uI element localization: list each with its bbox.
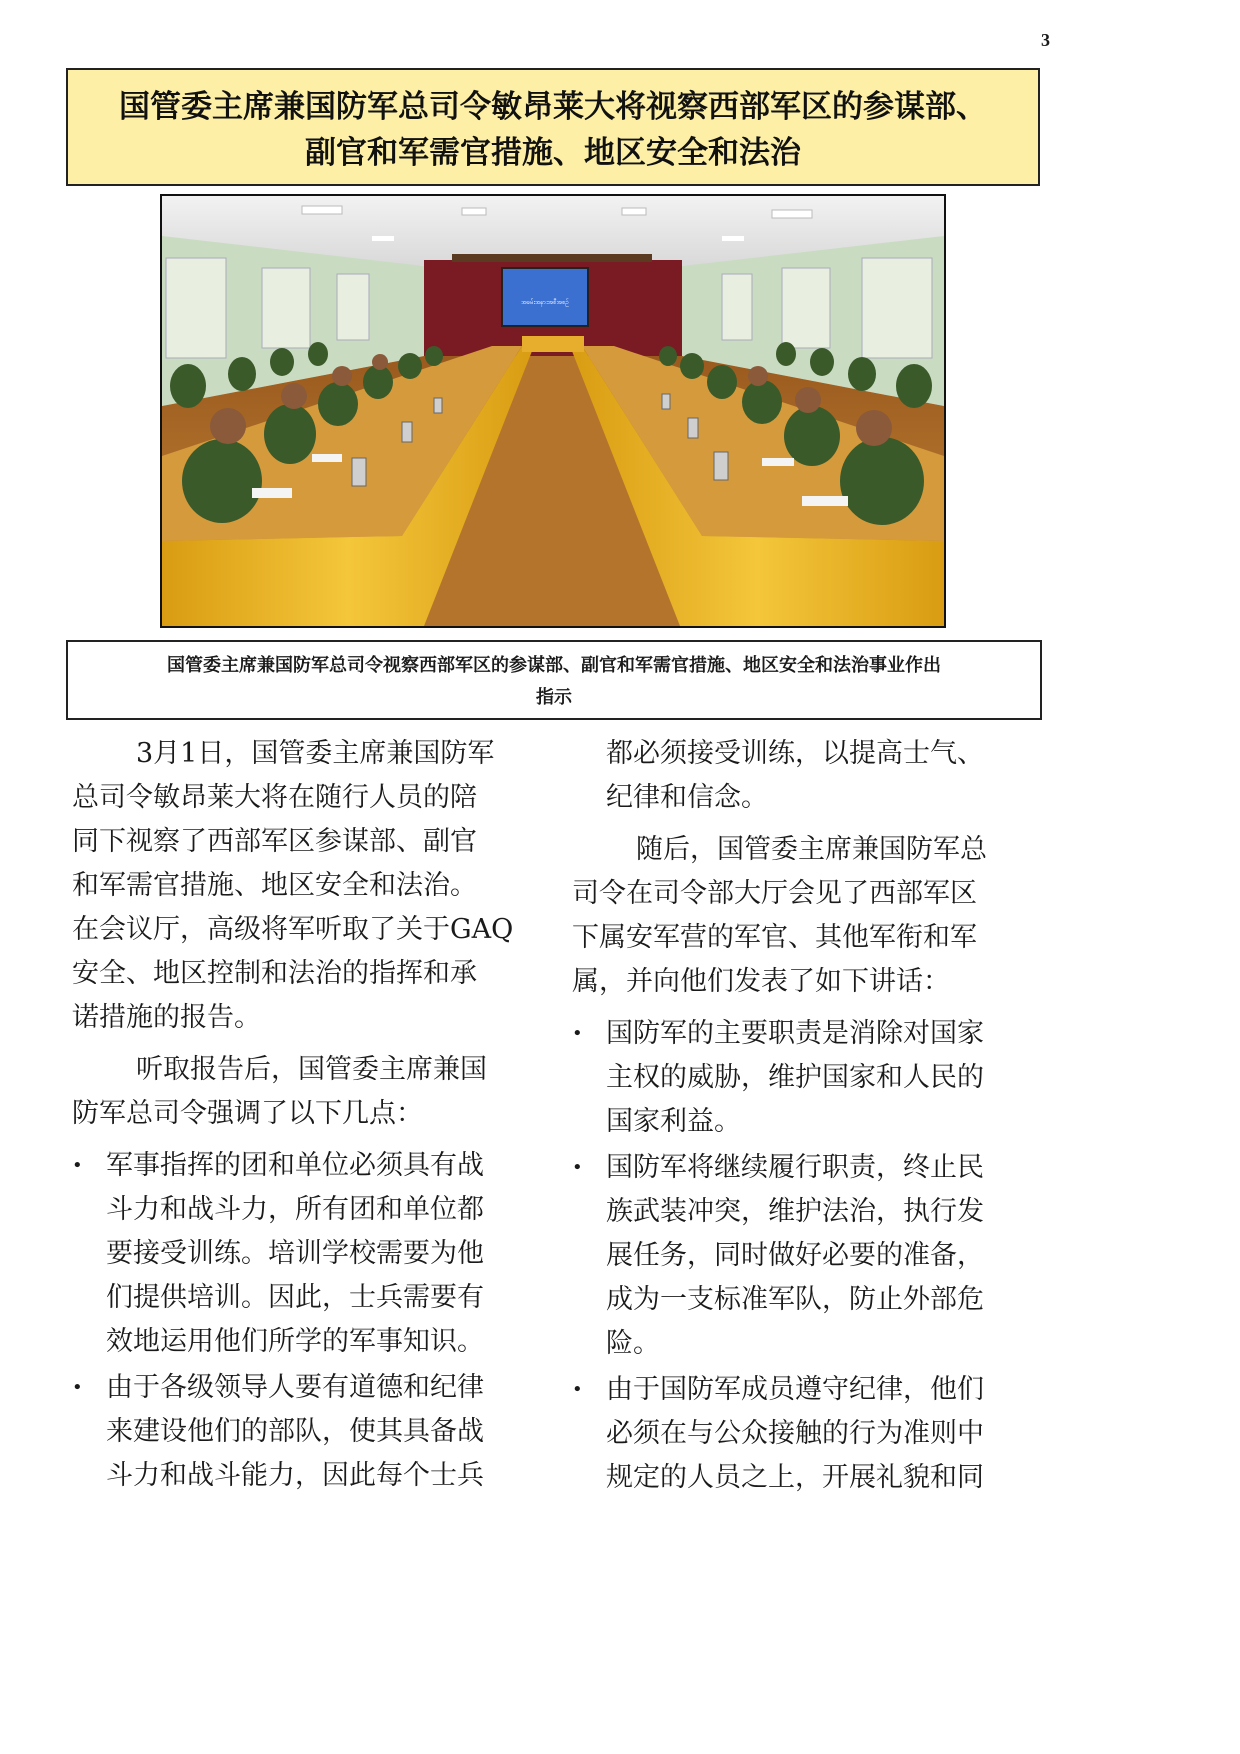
text-line: 司令在司令部大厅会见了西部军区 [572,878,977,909]
text-line: 诺措施的报告。 [72,1002,261,1033]
text-line: 国家利益。 [606,1106,741,1137]
bullet-item [572,1012,1042,1144]
caption-line-1: 国管委主席兼国防军总司令视察西部军区的参谋部、副官和军需官措施、地区安全和法治事业作出 [167,655,941,676]
text-line: 必须在与公众接触的行为准则中 [606,1418,984,1449]
text-line: 国防军将继续履行职责，终止民 [606,1152,984,1183]
meeting-photo [160,194,946,628]
right-column [572,732,1042,1502]
text-line: 要接受训练。培训学校需要为他 [106,1238,484,1269]
text-line: 纪律和信念。 [606,782,768,813]
bullet-item [572,1368,1042,1500]
text-line: 总司令敏昂莱大将在随行人员的陪 [72,782,477,813]
left-column [72,732,542,1500]
headline-box [66,68,1040,186]
text-line: 险。 [606,1328,660,1359]
text-line: 在会议厅，高级将军听取了关于GAQ [72,914,514,945]
text-line: 斗力和战斗力，所有团和单位都 [106,1194,484,1225]
paragraph-meeting [572,828,1042,1004]
screen-text: အခမ်းအနားအစီအစဉ် [521,299,569,306]
headline-line-2: 副官和军需官措施、地区安全和法治 [305,135,801,171]
bullet-icon: • [572,1379,583,1400]
text-line: 同下视察了西部军区参谋部、副官 [72,826,477,857]
text-line: 国防军的主要职责是消除对国家 [606,1018,984,1049]
text-line: 安全、地区控制和法治的指挥和承 [72,958,477,989]
text-line: 斗力和战斗能力，因此每个士兵 [106,1460,484,1491]
bullet-item [72,1366,542,1498]
text-line: 主权的威胁，维护国家和人民的 [606,1062,984,1093]
photo-caption [66,640,1042,720]
bullet-item [72,1144,542,1364]
text-line: 3月1日，国管委主席兼国防军 [136,738,495,769]
text-line: 们提供培训。因此，士兵需要有 [106,1282,484,1313]
bullet-icon: • [572,1157,583,1178]
text-line: 规定的人员之上，开展礼貌和同 [606,1462,984,1493]
bullet-continuation [572,732,1042,820]
headline-line-1: 国管委主席兼国防军总司令敏昂莱大将视察西部军区的参谋部、 [119,89,987,125]
page-number: 3 [1041,30,1050,50]
bullet-icon: • [572,1023,583,1044]
bullet-icon: • [72,1155,83,1176]
text-line: 下属安军营的军官、其他军衔和军 [572,922,977,953]
text-line: 防军总司令强调了以下几点： [72,1098,423,1129]
text-line: 军事指挥的团和单位必须具有战 [106,1150,484,1181]
text-line: 都必须接受训练，以提高士气、 [606,738,984,769]
paragraph-intro [72,732,542,1040]
text-line: 效地运用他们所学的军事知识。 [106,1326,484,1357]
text-line: 听取报告后，国管委主席兼国 [136,1054,487,1085]
text-line: 族武装冲突，维护法治，执行发 [606,1196,984,1227]
bullet-item [572,1146,1042,1366]
bullet-icon: • [72,1377,83,1398]
text-line: 来建设他们的部队，使其具备战 [106,1416,484,1447]
text-line: 和军需官措施、地区安全和法治。 [72,870,477,901]
text-line: 展任务，同时做好必要的准备， [606,1240,984,1271]
text-line: 随后，国管委主席兼国防军总 [636,834,987,865]
text-line: 成为一支标准军队，防止外部危 [606,1284,984,1315]
caption-line-2: 指示 [536,687,572,708]
paragraph-report [72,1048,542,1136]
text-line: 由于国防军成员遵守纪律，他们 [606,1374,984,1405]
text-line: 由于各级领导人要有道德和纪律 [106,1372,484,1403]
text-line: 属，并向他们发表了如下讲话： [572,966,950,997]
